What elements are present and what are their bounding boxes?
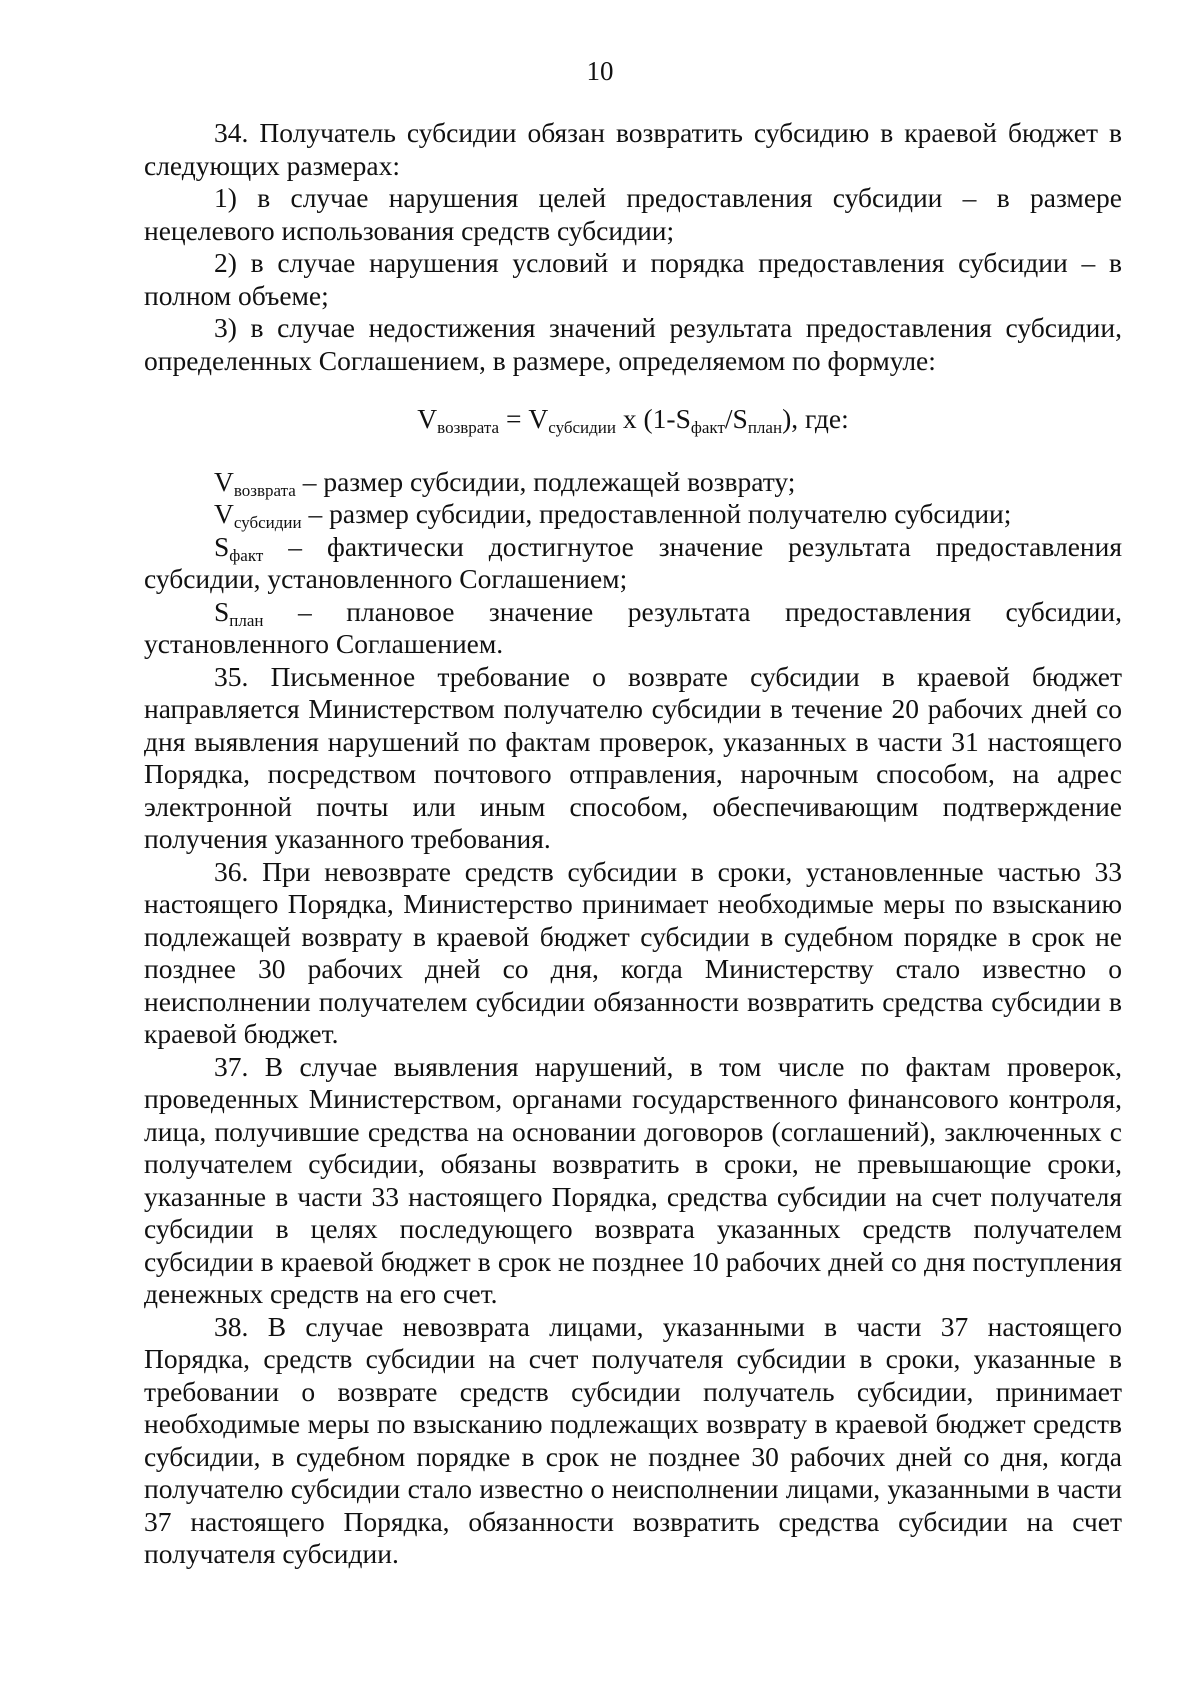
def-v-subsidy-text: – размер субсидии, предоставленной получателю субсидии; bbox=[301, 498, 1012, 529]
def-s2-symbol: S bbox=[214, 595, 230, 627]
def-s-fact-text: – фактически достигнутое значение результата предоставления субсидии, установленного Соглашением; bbox=[144, 530, 1122, 594]
def-v2-symbol: V bbox=[214, 498, 234, 529]
formula bbox=[144, 403, 1122, 436]
formula-s2: S bbox=[732, 403, 748, 434]
paragraph-35: 35. Письменное требование о возврате субсидии в краевой бюджет направляется Министерством получателю субсидии в течение 20 рабочих дней со дня выявления нарушений по фактам проверок, указанных в части 31 настоящего Порядка, посредством почтового отправления, нарочным способом, на адрес электронной почты или иным способом, обеспечивающим подтверждение получения указанного требования. bbox=[144, 660, 1122, 854]
formula-sub-return: возврата bbox=[437, 418, 500, 437]
definition-v-subsidy bbox=[144, 498, 1122, 531]
formula-sub-plan: план bbox=[747, 418, 783, 437]
def-s-plan-sub: план bbox=[229, 610, 264, 630]
definition-v-return bbox=[144, 466, 1122, 499]
formula-sub-fact: факт bbox=[690, 418, 725, 437]
formula-s: S bbox=[675, 403, 691, 434]
def-v-return-text: – размер субсидии, подлежащей возврату; bbox=[295, 465, 796, 497]
formula-v: V bbox=[417, 403, 438, 434]
def-v-return-sub: возврата bbox=[233, 480, 296, 500]
definition-s-plan bbox=[144, 596, 1122, 661]
formula-v2: V bbox=[528, 403, 549, 434]
def-s-fact-sub: факт bbox=[229, 545, 264, 565]
paragraph-37: 37. В случае выявления нарушений, в том числе по фактам проверок, проведенных Министерством, органами государственного финансового контроля, лица, получившие средства на основании договоров (соглашений), заключенных с получателем субсидии, обязаны возвратить в сроки, не превышающие сроки, указанные в части 33 настоящего Порядка, средства субсидии на счет получателя субсидии в целях последующего возврата указанных средств получателем субсидии в краевой бюджет в срок не позднее 10 рабочих дней со дня поступления денежных средств на его счет. bbox=[144, 1050, 1122, 1309]
formula-sub-subsidy: субсидии bbox=[548, 418, 616, 437]
def-s-plan-text: – плановое значение результата предоставления субсидии, установленного Соглашением. bbox=[144, 595, 1122, 659]
paragraph-34-item-1: 1) в случае нарушения целей предоставления субсидии – в размере нецелевого использования средств субсидии; bbox=[144, 182, 1122, 246]
paragraph-34-item-2: 2) в случае нарушения условий и порядка предоставления субсидии – в полном объеме; bbox=[144, 247, 1122, 311]
formula-slash: / bbox=[724, 403, 733, 434]
document-body bbox=[144, 117, 1122, 1571]
def-v-symbol: V bbox=[214, 465, 234, 497]
formula-eq: = bbox=[499, 403, 529, 434]
paragraph-38: 38. В случае невозврата лицами, указанными в части 37 настоящего Порядка, средств субсидии на счет получателя субсидии в сроки, указанные в требовании о возврате средств субсидии получатель субсидии, принимает необходимые меры по взысканию подлежащих возврату в краевой бюджет средств субсидии, в судебном порядке в срок не позднее 30 рабочих дней со дня, когда получателю субсидии стало известно о неисполнении лицами, указанными в части 37 настоящего Порядка, обязанности возвратить средства субсидии на счет получателя субсидии. bbox=[144, 1310, 1122, 1569]
paragraph-34: 34. Получатель субсидии обязан возвратить субсидию в краевой бюджет в следующих размерах: bbox=[144, 117, 1122, 181]
paragraph-36: 36. При невозврате средств субсидии в сроки, установленные частью 33 настоящего Порядка, Министерство принимает необходимые меры по взысканию подлежащей возврату в краевой бюджет субсидии в судебном порядке в срок не позднее 30 рабочих дней со дня, когда Министерству стало известно о неисполнении получателем субсидии обязанности возвратить средства субсидии в краевой бюджет. bbox=[144, 855, 1122, 1049]
def-s-symbol: S bbox=[214, 530, 230, 562]
formula-tail: ), где: bbox=[782, 403, 849, 434]
def-v-subsidy-sub: субсидии bbox=[233, 513, 302, 532]
formula-mid: x (1- bbox=[615, 403, 676, 434]
page-number: 10 bbox=[586, 56, 614, 86]
paragraph-34-item-3: 3) в случае недостижения значений результата предоставления субсидии, определенных Соглашением, в размере, определяемом по формуле: bbox=[144, 312, 1122, 376]
definition-s-fact bbox=[144, 531, 1122, 596]
